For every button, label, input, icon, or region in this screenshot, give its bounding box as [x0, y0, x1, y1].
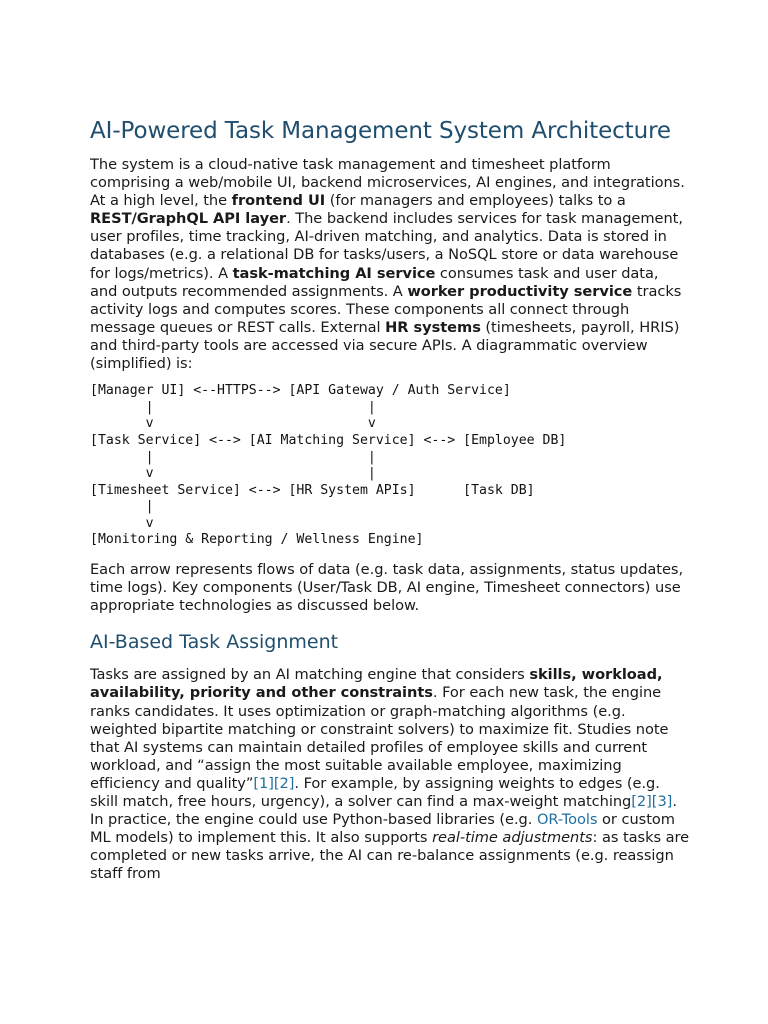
ta-text-2: . For each new task, the engine ranks candidates. It uses optimization or graph-matching algorithms (e.g. weighted bipartite matching or constraint solvers) to maximize fit. Studies note that AI systems can maintain detailed profiles of employee skills and current workload, and “assign the most suitable available employee, maximizing efficiency and quality” — [90, 684, 669, 792]
intro-text-5: tracks activity logs and computes scores. These components all connect through message queues or REST calls. External — [90, 282, 682, 336]
ta-text-3: . For example, by assigning weights to edges (e.g. skill match, free hours, urgency), a solver can find a max-weight matching — [90, 774, 660, 810]
intro-bold-hr-systems: HR systems — [385, 318, 481, 336]
architecture-diagram: [Manager UI] <--HTTPS--> [API Gateway / Auth Service] | | v v [Task Service] <--> [AI Matching Service] <--> [Employee DB] | | v | [Timesheet Service] <--> [HR System APIs] [Task DB] | v [Monitoring & Reporting / Wellness Engine] — [90, 383, 567, 548]
ta-bold-constraints: skills, workload, availability, priority and other constraints — [90, 666, 663, 702]
task-assignment-paragraph — [90, 666, 690, 883]
or-tools-link[interactable]: OR-Tools — [536, 811, 598, 829]
ta-text-4: . In practice, the engine could use Python-based libraries (e.g. — [90, 793, 677, 829]
document-body — [90, 116, 690, 883]
intro-bold-task-matching: task-matching AI service — [232, 264, 436, 282]
citation-link-1[interactable]: [1] — [253, 774, 274, 792]
intro-bold-api-layer: REST/GraphQL API layer — [90, 210, 287, 228]
intro-paragraph — [90, 156, 690, 373]
intro-text-1: The system is a cloud-native task management and timesheet platform comprising a web/mobile UI, backend microservices, AI engines, and integrations. At a high level, the — [90, 156, 685, 210]
citation-link-3[interactable]: [3] — [651, 793, 673, 810]
ta-text-6: : as tasks are completed or new tasks arrive, the AI can re-balance assignments (e.g. reassign staff from — [90, 829, 690, 883]
citation-link-2[interactable]: [2] — [273, 774, 295, 792]
ta-text-5: or custom ML models) to implement this. It also supports — [90, 811, 675, 847]
intro-bold-productivity: worker productivity service — [407, 282, 633, 300]
intro-text-4: consumes task and user data, and outputs recommended assignments. A — [90, 264, 659, 300]
citation-link-2b[interactable]: [2] — [631, 793, 652, 810]
section-heading-task-assignment: AI-Based Task Assignment — [90, 631, 339, 654]
page-title: AI-Powered Task Management System Architecture — [90, 118, 671, 144]
diagram-explanation-paragraph: Each arrow represents flows of data (e.g. task data, assignments, status updates, time logs). Key components (User/Task DB, AI engine, Timesheet connectors) use appropriate technologies as discussed below. — [90, 561, 684, 615]
intro-text-6: (timesheets, payroll, HRIS) and third-party tools are accessed via secure APIs. A diagrammatic overview (simplified) is: — [90, 318, 680, 373]
ta-text-1: Tasks are assigned by an AI matching engine that considers — [90, 666, 530, 684]
ta-italic-realtime: real-time adjustments — [432, 829, 593, 847]
intro-bold-frontend-ui: frontend UI — [231, 192, 326, 210]
intro-text-2: (for managers and employees) talks to a — [325, 192, 626, 210]
intro-text-3: . The backend includes services for task management, user profiles, time tracking, AI-driven matching, and analytics. Data is stored in databases (e.g. a relational DB for tasks/users, a NoSQL store or data warehouse for logs/metrics). A — [90, 210, 683, 282]
